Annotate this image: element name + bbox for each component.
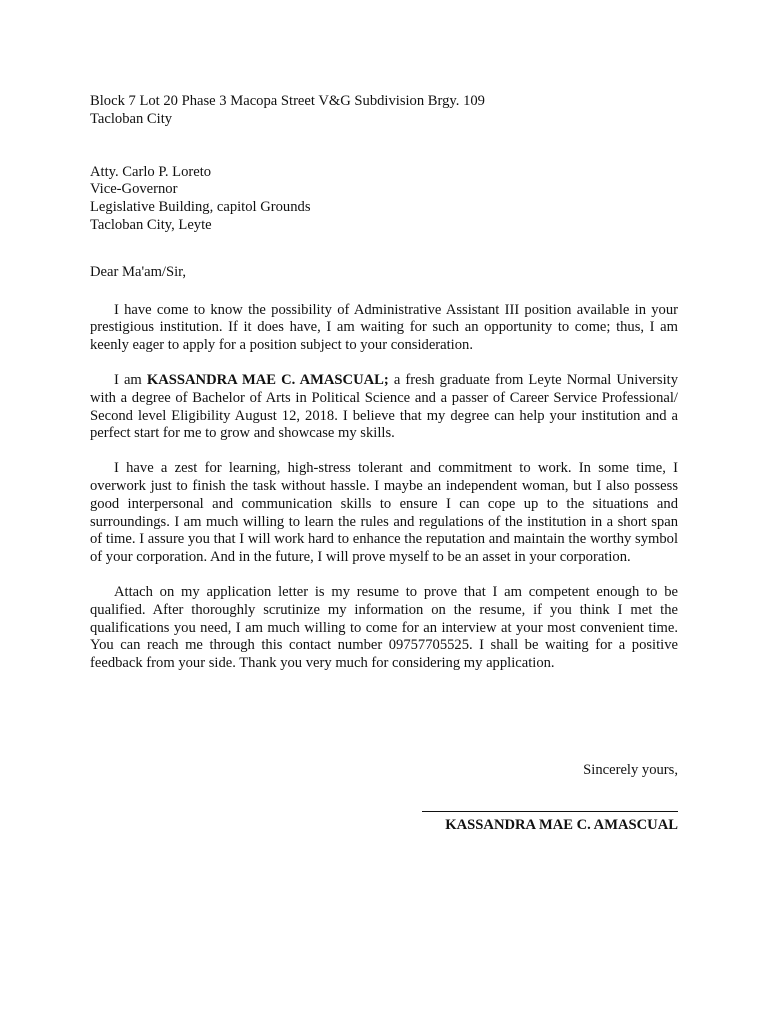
- paragraph-2-rest: a fresh graduate from Leyte Normal University with a degree of Bachelor of Arts in Political Science and a passer of Career Service Professional/ Second level Eligibility August 12, 2018. I believe that my degree can help your institution and a perfect start for me to grow and showcase my skills.: [90, 371, 679, 442]
- recipient-title: Vice-Governor: [90, 181, 178, 198]
- recipient-address-line1: Legislative Building, capitol Grounds: [90, 199, 311, 216]
- signature-line: [422, 811, 678, 812]
- recipient-address: [90, 164, 678, 235]
- paragraph-2-intro: I am: [114, 371, 142, 388]
- salutation: Dear Ma'am/Sir,: [90, 263, 187, 280]
- applicant-name-inline: KASSANDRA MAE C. AMASCUAL;: [146, 371, 389, 388]
- sender-address: [90, 93, 678, 129]
- sender-address-line2: Tacloban City: [90, 110, 173, 127]
- paragraph-2: [90, 372, 678, 443]
- signature-name: KASSANDRA MAE C. AMASCUAL: [445, 817, 678, 833]
- letter-body: [90, 93, 678, 673]
- paragraph-1: I have come to know the possibility of Administrative Assistant III position available in your prestigious institution. If it does have, I am waiting for such an opportunity to come; thus, I am keenly eager to apply for a position subject to your consideration.: [90, 301, 678, 354]
- paragraph-4: Attach on my application letter is my resume to prove that I am competent enough to be qualified. After thoroughly scrutinize my information on the resume, if you think I met the qualifications you need, I am much willing to come for an interview at your most convenient time. You can reach me through this contact number 09757705525. I shall be waiting for a positive feedback from your side. Thank you very much for considering my application.: [90, 583, 678, 672]
- paragraph-3: I have a zest for learning, high-stress tolerant and commitment to work. In some time, I overwork just to finish the task without hassle. I maybe an independent woman, but I also possess good interpersonal and communication skills to ensure I can cope up to the situations and surroundings. I am much willing to learn the rules and regulations of the institution in a short span of time. I assure you that I will work hard to enhance the reputation and maintain the worthy symbol of your corporation. And in the future, I will prove myself to be an asset in your corporation.: [90, 460, 678, 566]
- sender-address-line1: Block 7 Lot 20 Phase 3 Macopa Street V&G Subdivision Brgy. 109: [90, 93, 485, 109]
- recipient-name: Atty. Carlo P. Loreto: [90, 163, 212, 180]
- closing: Sincerely yours,: [583, 762, 678, 778]
- recipient-address-line2: Tacloban City, Leyte: [90, 216, 212, 233]
